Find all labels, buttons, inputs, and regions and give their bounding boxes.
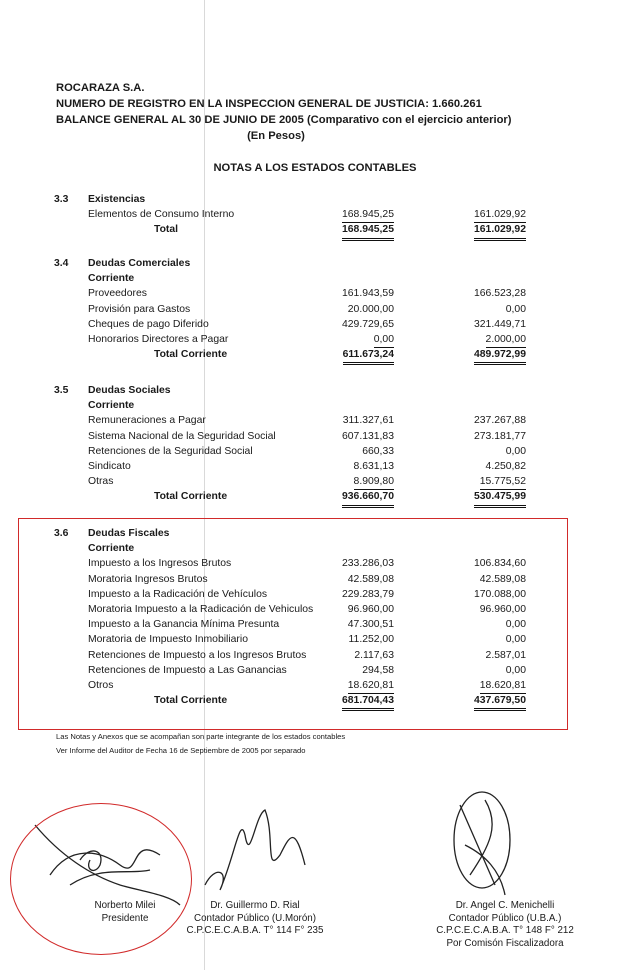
table-row	[54, 678, 544, 693]
total-previous: 489.972,99	[474, 347, 526, 365]
notes-title: NOTAS A LOS ESTADOS CONTABLES	[213, 162, 417, 174]
signer-note: Por Comisón Fiscalizadora	[446, 937, 564, 949]
total-label: Total Corriente	[154, 491, 228, 503]
table-row	[54, 302, 544, 317]
value-current: 20.000,00	[347, 303, 394, 315]
value-previous: 96.960,00	[479, 603, 526, 615]
row-label: Impuesto a la Ganancia Mínima Presunta	[88, 619, 280, 631]
value-previous: 2.000,00	[486, 332, 526, 348]
company-name: ROCARAZA S.A.	[56, 82, 145, 94]
row-label: Moratoria de Impuesto Inmobiliario	[88, 634, 248, 646]
table-row	[54, 332, 544, 347]
value-previous: 161.029,92	[474, 207, 526, 223]
table-row	[54, 474, 544, 489]
value-current: 18.620,81	[348, 678, 394, 694]
table-row	[54, 617, 544, 632]
registry-number: NUMERO DE REGISTRO EN LA INSPECCION GENERAL DE JUSTICIA: 1.660.261	[56, 98, 482, 110]
signer-name: Dr. Angel C. Menichelli	[455, 900, 555, 911]
currency-note: (En Pesos)	[247, 130, 305, 142]
table-row	[54, 286, 544, 301]
value-current: 294,58	[362, 664, 394, 676]
row-label: Elementos de Consumo Interno	[88, 209, 235, 221]
row-label: Otros	[88, 679, 114, 691]
value-previous: 18.620,81	[480, 678, 526, 694]
total-current: 611.673,24	[343, 347, 394, 365]
balance-title: BALANCE GENERAL AL 30 DE JUNIO DE 2005 (Comparativo con el ejercicio anterior)	[56, 114, 512, 126]
total-previous: 530.475,99	[474, 489, 526, 507]
value-previous: 321.449,71	[473, 318, 526, 330]
value-current: 2.117,63	[354, 649, 394, 661]
section-number: 3.5	[54, 385, 69, 396]
value-previous: 273.181,77	[473, 430, 526, 442]
value-current: 42.589,08	[347, 573, 394, 585]
value-current: 168.945,25	[342, 207, 394, 223]
value-previous: 0,00	[505, 664, 526, 676]
section-number: 3.6	[54, 528, 69, 539]
value-current: 11.252,00	[348, 634, 394, 646]
value-previous: 42.589,08	[479, 573, 526, 585]
total-current: 681.704,43	[342, 693, 394, 711]
section-title: Existencias	[88, 194, 146, 205]
row-label: Retenciones de Impuesto a Las Ganancias	[88, 664, 287, 676]
signature-commission	[415, 900, 595, 950]
table-row	[54, 459, 544, 474]
signer-role: Contador Público (U.B.A.)	[448, 912, 562, 924]
value-current: 607.131,83	[341, 430, 394, 442]
section-title: Deudas Comerciales	[88, 258, 191, 269]
table-row	[54, 663, 544, 678]
section-deudas-fiscales	[54, 526, 544, 708]
section-subtitle: Corriente	[88, 400, 135, 412]
row-label: Moratoria Ingresos Brutos	[88, 573, 208, 585]
row-label: Proveedores	[88, 288, 147, 300]
value-previous: 166.523,28	[473, 288, 526, 300]
value-current: 660,33	[362, 445, 394, 457]
table-row	[54, 444, 544, 459]
row-label: Honorarios Directores a Pagar	[88, 333, 229, 345]
total-current: 168.945,25	[342, 222, 394, 240]
total-label: Total	[154, 224, 179, 236]
total-label: Total Corriente	[154, 349, 228, 361]
total-row	[54, 347, 544, 362]
value-current: 8.909,80	[354, 474, 394, 490]
section-number: 3.4	[54, 258, 69, 269]
commission-signature	[440, 785, 530, 910]
table-row	[54, 587, 544, 602]
total-current: 936.660,70	[342, 489, 394, 507]
value-previous: 0,00	[505, 634, 526, 646]
row-label: Remuneraciones a Pagar	[88, 415, 206, 427]
value-previous: 237.267,88	[473, 415, 526, 427]
table-row	[54, 602, 544, 617]
signer-role: Presidente	[101, 912, 149, 924]
total-row	[54, 693, 544, 708]
total-previous: 161.029,92	[474, 222, 526, 240]
signer-registration: C.P.C.E.C.A.B.A. T° 148 F° 212	[436, 925, 574, 937]
row-label: Sindicato	[88, 460, 131, 472]
row-label: Provisión para Gastos	[88, 303, 191, 315]
table-row	[54, 429, 544, 444]
table-row	[54, 413, 544, 428]
value-current: 311.327,61	[342, 415, 394, 427]
value-current: 161.943,59	[341, 288, 394, 300]
row-label: Cheques de pago Diferido	[88, 318, 209, 330]
value-current: 8.631,13	[353, 460, 394, 472]
value-previous: 170.088,00	[473, 588, 526, 600]
section-deudas-sociales	[54, 383, 544, 505]
row-label: Impuesto a la Radicación de Vehículos	[88, 588, 268, 600]
section-deudas-comerciales	[54, 256, 544, 362]
row-label: Impuesto a los Ingresos Brutos	[88, 558, 232, 570]
footer-line: Ver Informe del Auditor de Fecha 16 de Septiembre de 2005 por separado	[56, 746, 306, 755]
value-current: 229.283,79	[341, 588, 394, 600]
value-previous: 0,00	[505, 303, 526, 315]
signer-name: Norberto Milei	[94, 900, 156, 911]
total-label: Total Corriente	[154, 695, 228, 707]
annotation-circle	[10, 803, 192, 955]
value-previous: 0,00	[505, 445, 526, 457]
value-current: 233.286,03	[341, 558, 394, 570]
value-previous: 2.587,01	[485, 649, 526, 661]
table-row	[54, 572, 544, 587]
value-previous: 4.250,82	[485, 460, 526, 472]
value-current: 429.729,65	[341, 318, 394, 330]
row-label: Moratoria Impuesto a la Radicación de Vehiculos	[88, 603, 314, 615]
value-current: 47.300,51	[347, 619, 394, 631]
footer-notes	[56, 730, 345, 758]
section-subtitle: Corriente	[88, 273, 135, 285]
total-row	[54, 222, 544, 237]
section-title: Deudas Fiscales	[88, 528, 170, 539]
table-row	[54, 632, 544, 647]
value-previous: 15.775,52	[480, 474, 526, 490]
value-current: 0,00	[374, 332, 394, 348]
value-previous: 0,00	[505, 619, 526, 631]
row-label: Retenciones de Impuesto a los Ingresos Brutos	[88, 649, 307, 661]
accountant-signature	[195, 795, 325, 905]
row-label: Sistema Nacional de la Seguridad Social	[88, 430, 276, 442]
footer-line: Las Notas y Anexos que se acompañan son parte integrante de los estados contables	[56, 732, 346, 741]
signature-accountant	[180, 900, 330, 938]
document-header	[56, 80, 512, 144]
section-title: Deudas Sociales	[88, 385, 171, 396]
value-previous: 106.834,60	[473, 558, 526, 570]
total-row	[54, 489, 544, 504]
row-label: Otras	[88, 476, 114, 488]
table-row	[54, 648, 544, 663]
row-label: Retenciones de la Seguridad Social	[88, 445, 253, 457]
section-number: 3.3	[54, 194, 69, 205]
table-row	[54, 556, 544, 571]
signer-name: Dr. Guillermo D. Rial	[210, 900, 300, 911]
total-previous: 437.679,50	[474, 693, 526, 711]
signer-registration: C.P.C.E.C.A.B.A. T° 114 F° 235	[186, 925, 324, 937]
section-subtitle: Corriente	[88, 543, 135, 555]
signer-role: Contador Público (U.Morón)	[194, 912, 316, 924]
section-existencias	[54, 192, 544, 238]
value-current: 96.960,00	[347, 603, 394, 615]
table-row	[54, 207, 544, 222]
table-row	[54, 317, 544, 332]
